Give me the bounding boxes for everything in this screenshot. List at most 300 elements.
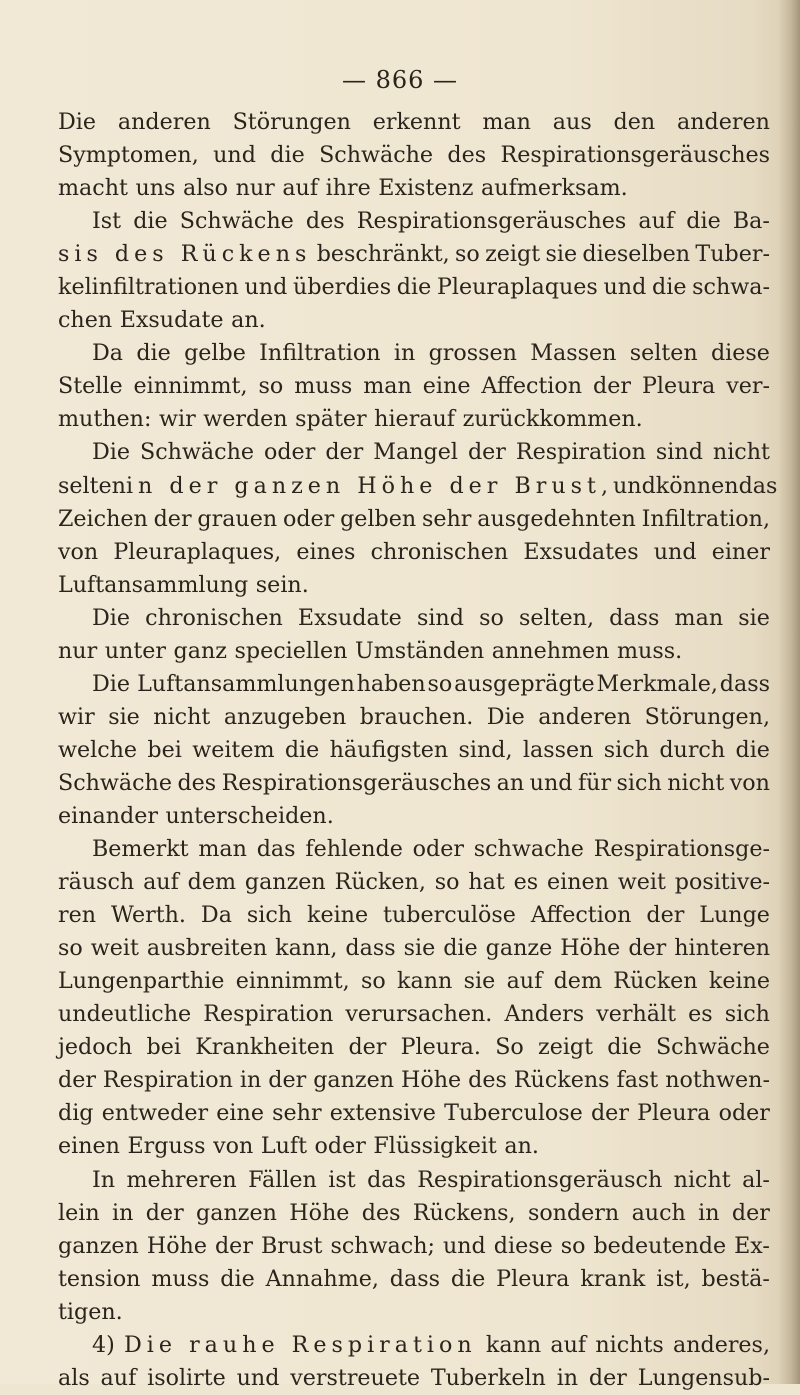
word: Existenz [378, 175, 474, 202]
word: an. [504, 1133, 539, 1160]
word: man [482, 109, 531, 135]
word: tigen. [58, 1298, 123, 1325]
word: einander [58, 802, 158, 829]
word: keine [307, 902, 369, 929]
word: an. [231, 307, 266, 334]
word: sie [403, 935, 436, 962]
word: jedoch [58, 1034, 133, 1061]
word: Exsudate [119, 307, 224, 334]
word: ist, [656, 1265, 691, 1292]
word: sind, [458, 736, 513, 763]
word: sie [545, 241, 578, 268]
word: Erguss [127, 1133, 206, 1160]
word: Mangel [373, 439, 458, 466]
text-line [58, 701, 770, 734]
word: es [513, 869, 539, 896]
word: und [653, 538, 697, 565]
word: Tuberkeln [430, 1364, 546, 1391]
word: die [450, 1265, 486, 1292]
word: Annahme, [265, 1265, 379, 1292]
text-line [58, 800, 770, 833]
text-line [58, 536, 770, 569]
word: sie [108, 703, 140, 730]
word: sie [738, 604, 770, 631]
word: von [58, 538, 99, 565]
word: verhält [596, 1001, 677, 1028]
text-line [58, 569, 770, 602]
word: Bemerkt [92, 836, 189, 863]
word: muss [294, 373, 353, 400]
word: des [361, 1199, 401, 1226]
word: einer [711, 538, 770, 565]
word: tuberculöse [383, 902, 516, 929]
text-line [58, 470, 778, 503]
word: Störungen, [644, 703, 770, 730]
word: bei [146, 1034, 181, 1061]
word: sind [416, 604, 464, 631]
word: Pleuraplaques [436, 274, 598, 301]
word: nicht [673, 1166, 731, 1193]
word: das [738, 472, 778, 499]
word: lassen [522, 736, 594, 763]
word: entweder [101, 1100, 209, 1127]
word: uns [135, 175, 176, 202]
text-line [58, 932, 770, 965]
word: an [496, 769, 525, 796]
word: den [613, 109, 656, 135]
text-line [58, 304, 770, 337]
word: Exsudate [297, 604, 402, 631]
word: in [239, 1067, 262, 1094]
word: Tuberculose [444, 1100, 583, 1127]
text-line [58, 271, 770, 304]
text-line [58, 106, 770, 139]
word: der [731, 1199, 770, 1226]
word: ganz [173, 637, 227, 664]
word: des [177, 769, 217, 796]
word: erkennt [372, 109, 461, 135]
word: der [325, 439, 364, 466]
text-line [58, 1064, 770, 1097]
word: so [434, 869, 460, 896]
word: Die [486, 703, 525, 730]
word: muss [151, 1265, 210, 1292]
word: nicht [153, 703, 211, 730]
word: Schwäche [58, 769, 172, 796]
text-line [58, 899, 770, 932]
word: sich [616, 769, 662, 796]
word: der [214, 1232, 253, 1259]
word: schwache [473, 836, 584, 863]
word: nur [58, 637, 98, 664]
word: aus [552, 109, 592, 135]
word: ausgeprägte [454, 670, 595, 697]
text-line [58, 238, 770, 271]
word: sich [724, 1001, 770, 1028]
word: der [467, 439, 506, 466]
word: und [613, 472, 656, 499]
word: in [698, 1199, 720, 1226]
word: kann [397, 968, 453, 995]
word: Respiration [102, 1067, 233, 1094]
word: unterscheiden. [165, 802, 334, 829]
word: ver- [726, 373, 770, 400]
word: annehmen [491, 637, 610, 664]
word: in [393, 340, 416, 367]
word: als [58, 1364, 90, 1391]
word: so [560, 1232, 586, 1259]
word: und [529, 769, 573, 796]
text-line [58, 635, 770, 668]
text-line [58, 734, 770, 767]
word: tension [58, 1265, 141, 1292]
word: so [258, 373, 284, 400]
word: wir [58, 703, 95, 730]
word: aufmerksam. [481, 175, 628, 202]
word: die [270, 142, 305, 169]
word: oder [264, 439, 316, 466]
text-line [58, 172, 770, 205]
word: Pleuraplaques, [113, 538, 282, 565]
word: chronischen [145, 604, 283, 631]
word: und [442, 1232, 486, 1259]
word: Umständen [355, 637, 485, 664]
word: zurückkommen. [462, 406, 643, 433]
word: des [305, 208, 345, 235]
word: durch [659, 736, 726, 763]
body-text [58, 106, 778, 1395]
word: Affection [481, 373, 583, 400]
word: zeigt [538, 1034, 594, 1061]
word: oder [314, 1133, 366, 1160]
word: extensive [329, 1100, 436, 1127]
text-line [58, 337, 770, 370]
word: nur [235, 175, 275, 202]
word: diese [493, 1232, 553, 1259]
word: die [396, 274, 432, 301]
word: weit [617, 869, 666, 896]
word: dig [58, 1100, 94, 1127]
word: ganzen [244, 869, 326, 896]
word: Respirationsge- [593, 836, 770, 863]
word: räusch [58, 869, 135, 896]
word: schwa- [692, 274, 770, 301]
word: mehreren [126, 1166, 237, 1193]
word: anderen [538, 703, 632, 730]
word: haben [356, 670, 426, 697]
word: sis des Rückens [58, 241, 312, 268]
word: der [145, 1199, 184, 1226]
word: einen [58, 1133, 120, 1160]
word: Rückens, [412, 1199, 516, 1226]
word: man [363, 373, 412, 400]
word: beschränkt, [316, 241, 450, 268]
word: der [628, 935, 667, 962]
word: kann [485, 1331, 542, 1358]
word: oder [412, 836, 464, 863]
word: schwach; [330, 1232, 435, 1259]
text-line [58, 1329, 770, 1362]
text-line [58, 866, 770, 899]
word: Die rauhe Respiration [124, 1331, 477, 1358]
word: die [136, 340, 171, 367]
word: die [607, 1034, 642, 1061]
word: Ex- [734, 1232, 770, 1259]
text-line [58, 436, 770, 469]
word: isolirte [147, 1364, 226, 1391]
word: oder [282, 505, 335, 532]
word: In [92, 1166, 116, 1193]
word: nicht [667, 769, 725, 796]
word: ist [328, 1166, 356, 1193]
word: Rückens [513, 1067, 610, 1094]
word: einnimmt, [133, 373, 248, 400]
word: anderes, [672, 1331, 770, 1358]
word: Stelle [58, 373, 123, 400]
word: also [182, 175, 229, 202]
word: welche [58, 736, 138, 763]
word: wir [158, 406, 196, 433]
word: Höhe [146, 1232, 207, 1259]
word: Rücken [613, 968, 698, 995]
word: Die Luftansammlungen [92, 670, 355, 697]
word: Da [92, 340, 124, 367]
word: Höhe [289, 1199, 350, 1226]
word: das [367, 1166, 406, 1193]
word: in der ganzen Höhe der Brust, [125, 472, 613, 499]
word: sein. [255, 571, 309, 598]
word: später [295, 406, 367, 433]
word: ganzen [313, 1067, 395, 1094]
word: bedeutende [593, 1232, 727, 1259]
word: in [556, 1364, 579, 1391]
word: der [590, 1100, 629, 1127]
word: hat [468, 869, 505, 896]
word: der [58, 1067, 96, 1094]
word: überdies [293, 274, 392, 301]
word: nothwen- [665, 1067, 770, 1094]
text-line [58, 668, 770, 701]
word: Affection [530, 902, 632, 929]
word: ganze [485, 935, 553, 962]
word: so [427, 670, 453, 697]
text-line [58, 403, 770, 436]
text-line [58, 1130, 770, 1163]
word: ausgedehnten [477, 505, 636, 532]
word: sie [463, 968, 496, 995]
word: für [577, 769, 612, 796]
word: einen [547, 869, 609, 896]
word: eine [422, 373, 471, 400]
word: Ist [92, 208, 122, 235]
word: auf [550, 1331, 587, 1358]
word: und [244, 274, 288, 301]
word: chen [58, 307, 113, 334]
text-line [58, 767, 770, 800]
word: keine [708, 968, 770, 995]
word: Massen [530, 340, 617, 367]
word: al- [742, 1166, 770, 1193]
word: Respiration [515, 439, 646, 466]
text-line [58, 1197, 770, 1230]
word: auf [638, 208, 675, 235]
word: dieselben [582, 241, 691, 268]
word: Die [92, 604, 131, 631]
word: so [455, 241, 480, 268]
word: diese [710, 340, 770, 367]
word: speciellen [234, 637, 348, 664]
word: Infiltration [259, 340, 381, 367]
word: oder [718, 1100, 770, 1127]
word: muss. [617, 637, 683, 664]
word: Tuber- [695, 241, 770, 268]
word: so [479, 604, 504, 631]
word: sondern [527, 1199, 620, 1226]
word: so [360, 968, 386, 995]
word: selten [629, 340, 698, 367]
word: häufigsten [329, 736, 449, 763]
word: Infiltration, [641, 505, 770, 532]
word: Lungenparthie [58, 968, 225, 995]
text-line [58, 965, 770, 998]
word: Da [200, 902, 232, 929]
word: dass [345, 935, 396, 962]
word: Schwäche [655, 1034, 770, 1061]
text-line [58, 139, 770, 172]
word: positive- [674, 869, 770, 896]
word: selten, [519, 604, 595, 631]
word: eine [216, 1100, 264, 1127]
text-line [58, 1263, 770, 1296]
word: Respirationsgeräusches [221, 769, 492, 796]
word: und [603, 274, 647, 301]
word: weitem [192, 736, 275, 763]
word: Fällen [248, 1166, 317, 1193]
word: anderen [117, 109, 211, 135]
word: ren [58, 902, 97, 929]
word: Brust [260, 1232, 323, 1259]
text-line [58, 1362, 770, 1395]
word: dem [187, 869, 237, 896]
word: ihre [325, 175, 371, 202]
word: bestä- [701, 1265, 770, 1292]
word: anderen [677, 109, 770, 135]
word: und [236, 1364, 280, 1391]
text-line [58, 205, 770, 238]
word: kelinfiltrationen [58, 274, 239, 301]
word: Die [92, 439, 131, 466]
word: sich [246, 902, 293, 929]
word: Exsudates [523, 538, 639, 565]
word: fast [616, 1067, 659, 1094]
word: der [593, 373, 631, 400]
word: Schwäche [140, 439, 254, 466]
word: verstreuete [290, 1364, 421, 1391]
word: Höhe [401, 1067, 462, 1094]
word: hierauf [374, 406, 456, 433]
text-line [58, 1296, 770, 1329]
word: und [213, 142, 256, 169]
word: man [198, 836, 247, 863]
word: der [646, 902, 685, 929]
word: werden [203, 406, 288, 433]
word: ganzen [58, 1232, 139, 1259]
word: Zeichen [58, 505, 148, 532]
word: Symptomen, [58, 142, 199, 169]
word: ausbreiten [146, 935, 268, 962]
text-line [58, 1031, 770, 1064]
word: weit [90, 935, 139, 962]
word: so [58, 935, 83, 962]
word: Respiration [203, 1001, 334, 1028]
word: Luftansammlung [58, 571, 249, 598]
word: nichts [595, 1331, 664, 1358]
word: Lunge [699, 902, 770, 929]
word: undeutliche [58, 1001, 192, 1028]
word: So [495, 1034, 524, 1061]
word: Schwäche [179, 208, 294, 235]
word: dem [553, 968, 602, 995]
word: die [443, 935, 478, 962]
word: Respirationsgeräusches [356, 208, 627, 235]
word: das [256, 836, 296, 863]
word: des [468, 1067, 507, 1094]
word: Pleura [637, 1100, 711, 1127]
word: Krankheiten [195, 1034, 335, 1061]
word: 4) [92, 1331, 115, 1358]
word: der [153, 505, 192, 532]
text-line [58, 1097, 770, 1130]
word: Respirationsgeräusches [500, 142, 770, 169]
word: Pleura [641, 373, 716, 400]
word: gelben [340, 505, 417, 532]
word: Lungensub- [637, 1364, 770, 1391]
word: anzugeben [223, 703, 347, 730]
word: die [220, 1265, 255, 1292]
text-line [58, 1230, 770, 1263]
word: macht [58, 175, 128, 202]
text-line [58, 370, 770, 403]
word: hinteren [674, 935, 770, 962]
word: des [447, 142, 487, 169]
text-line [58, 602, 770, 635]
word: chronischen [370, 538, 509, 565]
word: Luft [260, 1133, 307, 1160]
word: krank [580, 1265, 646, 1292]
word: Die [58, 109, 97, 135]
word: brauchen. [359, 703, 474, 730]
word: muthen: [58, 406, 152, 433]
word: Ba- [732, 208, 770, 235]
word: es [688, 1001, 713, 1028]
word: auf [143, 869, 179, 896]
word: auf [506, 968, 543, 995]
word: die [686, 208, 721, 235]
text-line [58, 998, 770, 1031]
word: die [133, 208, 168, 235]
text-line [58, 1164, 770, 1197]
word: dass [719, 670, 770, 697]
page-edge-shadow [778, 0, 800, 1384]
word: sich [603, 736, 649, 763]
word: man [674, 604, 724, 631]
word: können [655, 472, 739, 499]
word: sehr [422, 505, 472, 532]
word: dass [389, 1265, 441, 1292]
word: auf [100, 1364, 137, 1391]
word: nicht [712, 439, 770, 466]
word: unter [104, 637, 166, 664]
